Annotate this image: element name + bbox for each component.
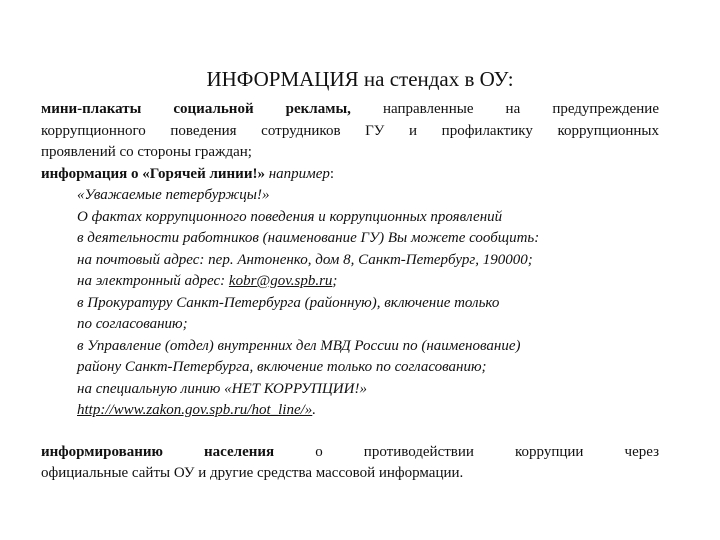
hotline-line-4: на почтовый адрес: пер. Антоненко, дом 8, Санкт-Петербург, 190000; (77, 251, 533, 268)
hotline-line-6: по согласованию; (77, 316, 188, 332)
hotline-email-line (41, 271, 659, 293)
hotline-line-1: «Уважаемые петербуржцы!» (77, 187, 270, 203)
content-body (41, 99, 659, 485)
hotline-line-8: району Санкт-Петербурга, включение только по согласованию; (77, 359, 487, 375)
posters-line-2: коррупционного поведения сотрудников ГУ и профилактику коррупционных (41, 122, 659, 139)
email-prefix: на электронный адрес: (77, 273, 229, 289)
hotline-italic: например (264, 165, 330, 182)
hotline-line-2: О фактах коррупционного поведения и коррупционных проявлений (77, 208, 503, 225)
spacer (41, 422, 659, 442)
hotline-heading (41, 164, 659, 186)
url-suffix: . (312, 402, 317, 418)
email-link[interactable]: kobr@gov.spb.ru (228, 273, 333, 289)
informing-line-1 (41, 442, 659, 464)
posters-line-3: проявлений со стороны граждан; (41, 144, 252, 160)
hotline-line-3: в деятельности работников (наименование ГУ) Вы можете сообщить: (77, 230, 540, 246)
informing-line-1-rest: о противодействии коррупции через (274, 443, 659, 460)
email-suffix: ; (332, 273, 338, 289)
hotline-line-5: в Прокуратуру Санкт-Петербурга (районную), включение только (77, 294, 500, 311)
posters-bold: мини-плакаты социальной рекламы, (41, 101, 351, 117)
hotline-url-line (41, 400, 659, 422)
hotline-url-link[interactable]: http://www.zakon.gov.spb.ru/hot_line/» (77, 402, 313, 418)
posters-line-1-rest: направленные на предупреждение (350, 101, 659, 117)
hotline-bold: информация о «Горячей линии!» (41, 165, 265, 182)
page-title: ИНФОРМАЦИЯ на стендах в ОУ: (206, 67, 514, 91)
informing-line-2: официальные сайты ОУ и другие средства массовой информации. (41, 465, 464, 481)
posters-line-1 (41, 99, 659, 121)
hotline-line-7: в Управление (отдел) внутренних дел МВД России по (наименование) (77, 337, 521, 354)
informing-bold: информированию населения (41, 443, 275, 460)
hotline-colon: : (329, 165, 335, 182)
hotline-line-9: на специальную линию «НЕТ КОРРУПЦИИ!» (77, 380, 367, 397)
